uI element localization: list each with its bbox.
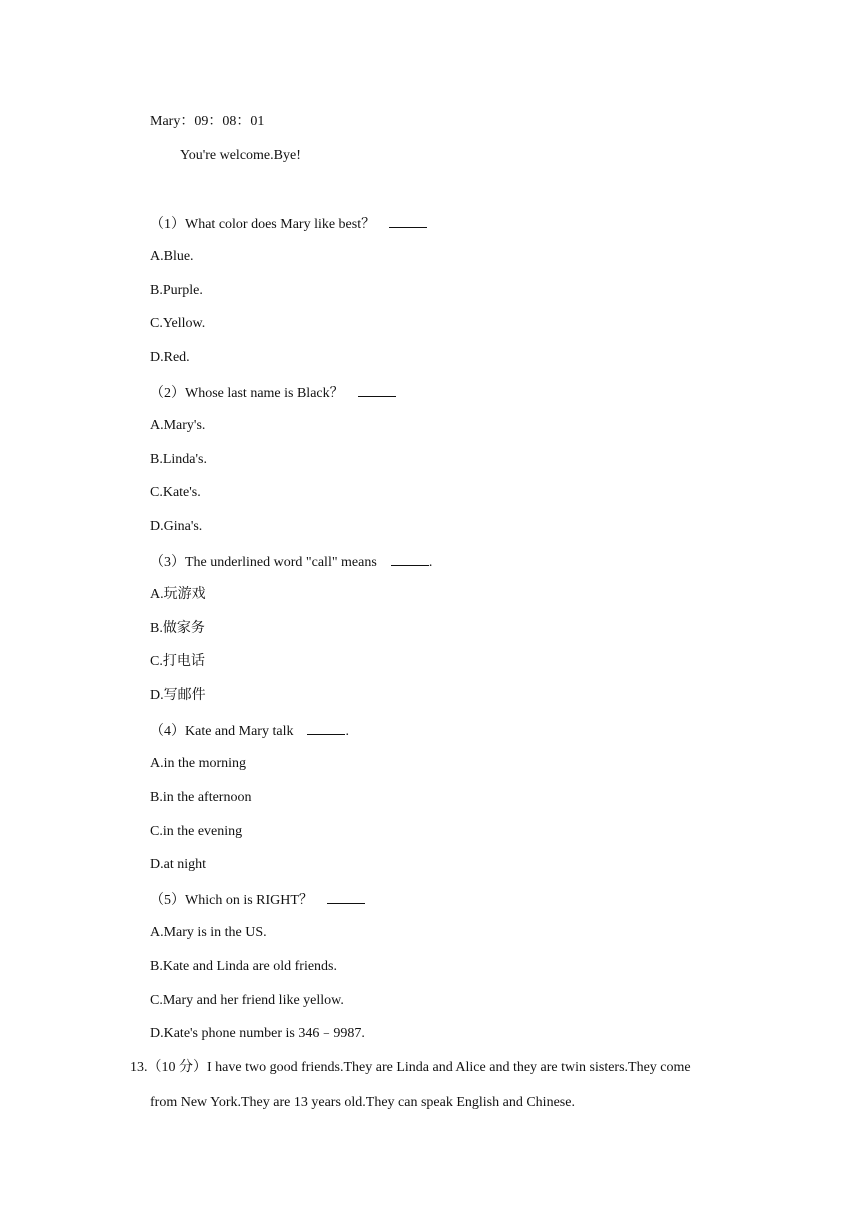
answer-blank: [358, 382, 396, 397]
question-5-option-c: C.Mary and her friend like yellow.: [150, 993, 344, 1008]
question-5-option-a: A.Mary is in the US.: [150, 925, 267, 940]
answer-blank: [307, 720, 345, 735]
question-2-option-b: B.Linda's.: [150, 452, 207, 467]
question-2-text: （2）Whose last name is Black？: [150, 386, 344, 401]
question-1-text: （1）What color does Mary like best？: [150, 217, 376, 232]
question-3-text: （3）The underlined word "call" means: [150, 555, 377, 570]
answer-blank: [389, 213, 427, 228]
dialogue-closing: You're welcome.Bye!: [180, 148, 301, 163]
question-1-option-d: D.Red.: [150, 350, 190, 365]
question-3-option-c: C.打电话: [150, 654, 205, 669]
question-5-option-d: D.Kate's phone number is 346﹣9987.: [150, 1026, 365, 1041]
question-2-stem: [150, 382, 396, 404]
question-2-option-d: D.Gina's.: [150, 519, 203, 534]
question-4-option-c: C.in the evening: [150, 824, 243, 839]
question-4-option-b: B.in the afternoon: [150, 790, 252, 805]
question-3-option-d: D.写邮件: [150, 688, 206, 703]
question-1-option-a: A.Blue.: [150, 249, 194, 264]
question-3-option-a: A.玩游戏: [150, 587, 206, 602]
question-number: 13.: [130, 1060, 148, 1075]
question-5-stem: [150, 889, 365, 911]
question-4-text: （4）Kate and Mary talk: [150, 724, 294, 739]
question-1-stem: [150, 213, 427, 235]
question-4-option-d: D.at night: [150, 857, 206, 872]
question-5-option-b: B.Kate and Linda are old friends.: [150, 959, 337, 974]
passage-13-line-1: [130, 1058, 691, 1078]
answer-blank: [327, 889, 365, 904]
answer-blank: [391, 551, 429, 566]
passage-13-line-2: from New York.They are 13 years old.They can speak English and Chinese.: [150, 1095, 575, 1110]
question-2-option-c: C.Kate's.: [150, 485, 201, 500]
question-5-text: （5）Which on is RIGHT？: [150, 893, 313, 908]
question-3-stem: （3）The underlined word "call" means .: [150, 551, 432, 573]
question-2-option-a: A.Mary's.: [150, 418, 206, 433]
question-3-option-b: B.做家务: [150, 621, 205, 636]
question-4-option-a: A.in the morning: [150, 756, 247, 771]
question-4-stem: （4）Kate and Mary talk .: [150, 720, 349, 742]
question-1-option-b: B.Purple.: [150, 283, 203, 298]
dialogue-line-mary: Mary：09：08：01: [150, 114, 265, 129]
passage-text: （10 分）I have two good friends.They are Linda and Alice and they are twin sisters.They come: [147, 1060, 691, 1075]
question-1-option-c: C.Yellow.: [150, 316, 206, 331]
